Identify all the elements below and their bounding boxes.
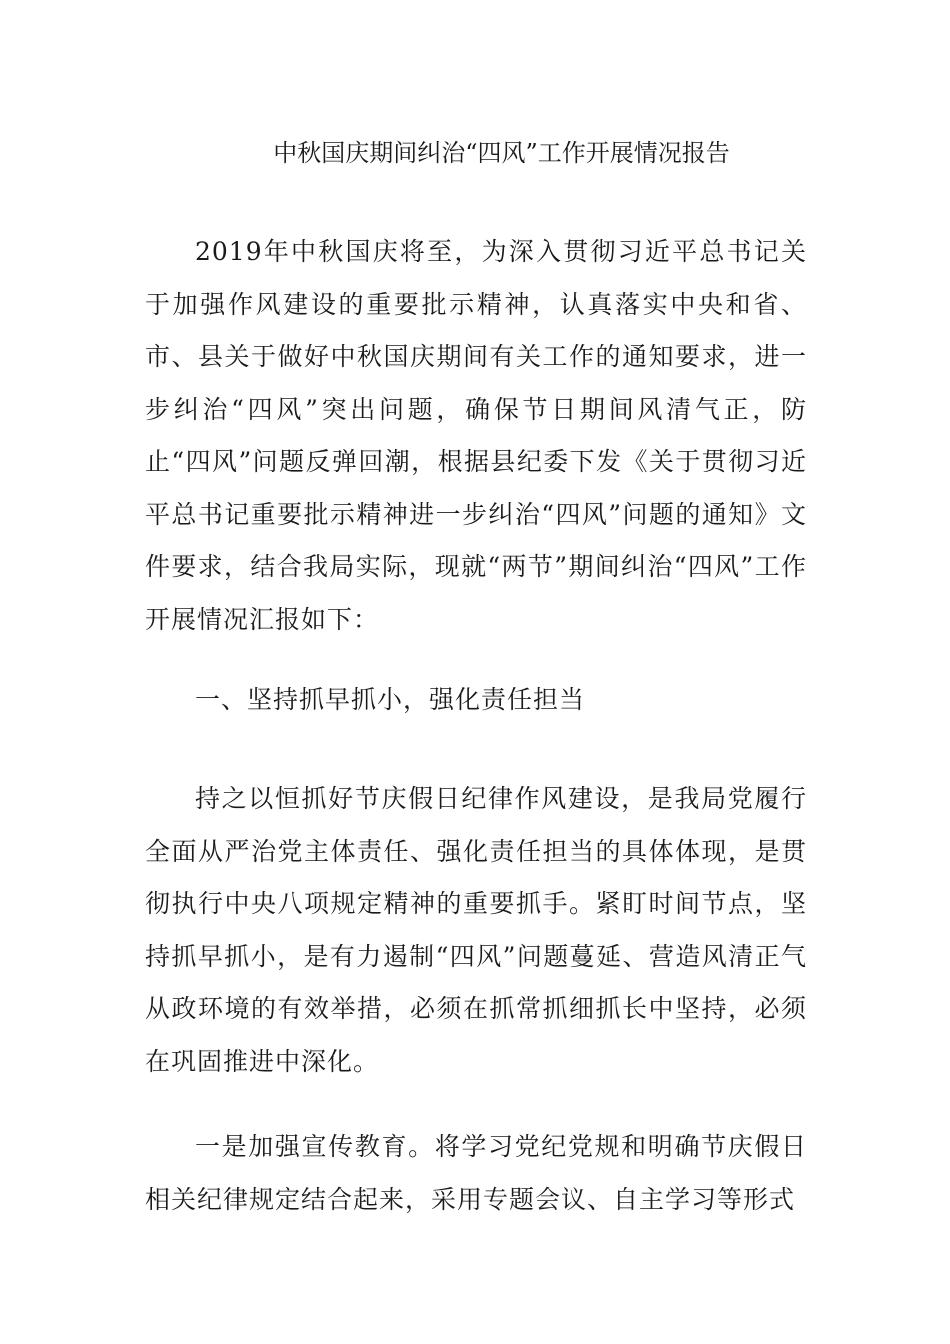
- paragraph-item-1: 一是加强宣传教育。将学习党纪党规和明确节庆假日相关纪律规定结合起来，采用专题会议、自主学习等形式: [145, 1132, 807, 1214]
- paragraph-section-1: 持之以恒抓好节庆假日纪律作风建设，是我局党履行全面从严治党主体责任、强化责任担当的具体体现，是贯彻执行中央八项规定精神的重要抓手。紧盯时间节点，坚持抓早抓小，是有力遏制“四风”问题蔓延、营造风清正气从政环境的有效举措，必须在抓常抓细抓长中坚持，必须在巩固推进中深化。: [145, 784, 807, 1076]
- section-heading-1: 一、坚持抓早抓小，强化责任担当: [195, 685, 586, 714]
- document-title: 中秋国庆期间纠治“四风”工作开展情况报告: [273, 139, 730, 167]
- paragraph-intro: 2019年中秋国庆将至，为深入贯彻习近平总书记关于加强作风建设的重要批示精神，认真落实中央和省、市、县关于做好中秋国庆期间有关工作的通知要求，进一步纠治“四风”突出问题，确保节日期间风清气正，防止“四风”问题反弹回潮，根据县纪委下发《关于贯彻习近平总书记重要批示精神进一步纠治“四风”问题的通知》文件要求，结合我局实际，现就“两节”期间纠治“四风”工作开展情况汇报如下：: [145, 237, 807, 634]
